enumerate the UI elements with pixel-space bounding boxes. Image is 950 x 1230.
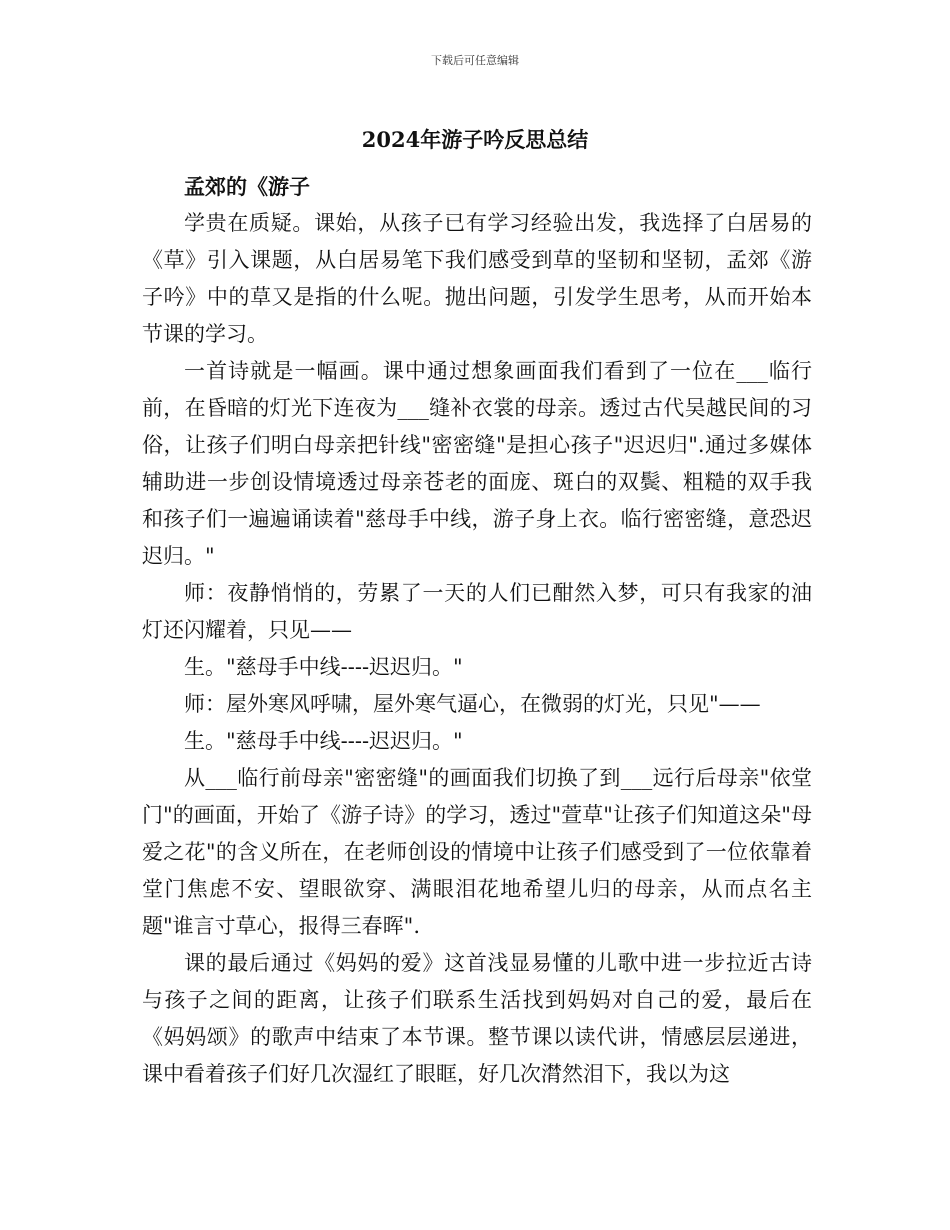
paragraph: 一首诗就是一幅画。课中通过想象画面我们看到了一位在___临行前，在昏暗的灯光下连夜为___缝补衣裳的母亲。透过古代吴越民间的习俗，让孩子们明白母亲把针线"密密缝"是担心孩子"迟迟归".通过多媒体辅助进一步创设情境透过母亲苍老的面庞、斑白的双鬓、粗糙的双手我和孩子们一遍遍诵读着"慈母手中线，游子身上衣。临行密密缝，意恐迟迟归。" [142,359,812,568]
section-subheading: 孟郊的《游子 [184,174,310,199]
paragraph: 学贵在质疑。课始，从孩子已有学习经验出发，我选择了白居易的《草》引入课题，从白居易笔下我们感受到草的坚韧和坚韧，孟郊《游子吟》中的草又是指的什么呢。抛出问题，引发学生思考，从而开始本节课的学习。 [142,211,812,346]
paragraph: 师：屋外寒风呼啸，屋外寒气逼心，在微弱的灯光，只见"—— [184,692,761,716]
paragraph: 课的最后通过《妈妈的爱》这首浅显易懂的儿歌中进一步拉近古诗与孩子之间的距离，让孩子们联系生活找到妈妈对自己的爱，最后在《妈妈颂》的歌声中结束了本节课。整节课以读代讲，情感层层递进，课中看着孩子们好几次湿红了眼眶，好几次潸然泪下，我以为这 [142,951,812,1086]
paragraph: 从___临行前母亲"密密缝"的画面我们切换了到___远行后母亲"依堂门"的画面，开始了《游子诗》的学习，透过"萱草"让孩子们知道这朵"母爱之花"的含义所在，在老师创设的情境中让孩子们感受到了一位依靠着堂门焦虑不安、望眼欲穿、满眼泪花地希望儿归的母亲，从而点名主题"谁言寸草心，报得三春晖". [142,766,812,938]
paragraph: 生。"慈母手中线----迟迟归。" [184,729,463,753]
document-body [142,168,812,1093]
paragraph: 生。"慈母手中线----迟迟归。" [184,655,463,679]
paragraph: 师：夜静悄悄的，劳累了一天的人们已酣然入梦，可只有我家的油灯还闪耀着，只见—— [142,581,812,642]
document-title: 2024年游子吟反思总结 [361,127,589,152]
header-note: 下载后可任意编辑 [431,54,519,67]
